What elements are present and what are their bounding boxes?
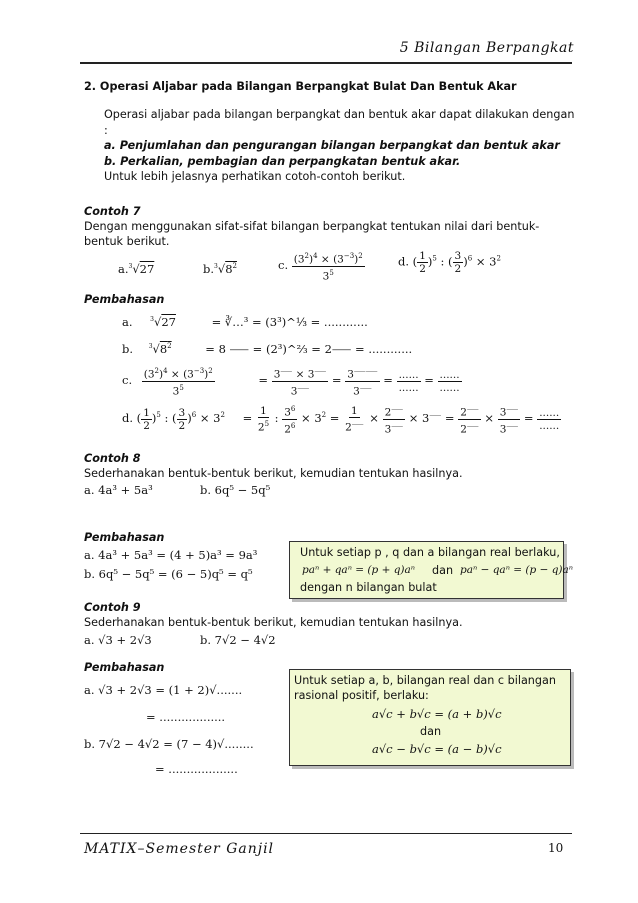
pembahasan9-b1: b. 7√2 − 4√2 = (7 − 4)√........ <box>84 737 254 751</box>
p7-c: c. $\frac{(3^2)^4 \times (3^{-3})^2}{3^5}$ = $\frac{3^⸺ \times 3^⸺}{3^⸺}$ = $\frac{3^{⸺⸺}}{3^⸺}$ = $\frac{......}{......}$ = $\frac{......}{......}$ <box>122 367 460 397</box>
contoh9-desc: Sederhanakan bentuk-bentuk berikut, kemudian tentukan hasilnya. <box>84 616 463 629</box>
p7-a-rhs: = ∛…³ = (3³)^⅓ = ............ <box>211 315 368 329</box>
contoh7-c-fraction: $\frac{(3^2)^4 \times (3^{-3})^2}{3^5}$ <box>293 252 363 282</box>
contoh7-a-expr: 27 <box>139 262 155 276</box>
p7-b-label: b. <box>122 342 134 356</box>
p7-c-rhs: = <box>258 373 272 387</box>
box2-line2: rasional positif, berlaku: <box>294 689 429 702</box>
pembahasan8-title: Pembahasan <box>84 531 165 544</box>
item-a: a. Penjumlahan dan pengurangan bilangan berpangkat dan bentuk akar <box>104 139 560 152</box>
box2-formula-add: a√c + b√c = (a + b)√c <box>372 707 502 721</box>
contoh7-d: d. ( $\frac{1}{2}$ )$^5$ : ( $\frac{3}{2}$ )$^6 \times 3^2$ <box>398 250 501 275</box>
box2-dan: dan <box>420 725 442 738</box>
pembahasan9-a2: = .................. <box>146 710 226 724</box>
contoh8-a: a. 4a³ + 5a³ <box>84 483 153 497</box>
header-rule <box>80 62 572 64</box>
p7-d-rhs: = <box>242 411 256 425</box>
section-note: Untuk lebih jelasnya perhatikan cotoh-contoh berikut. <box>104 170 406 183</box>
box2-line1: Untuk setiap a, b, bilangan real dan c bilangan <box>294 674 556 687</box>
pembahasan9-b2: = ................... <box>155 762 238 776</box>
contoh9-title: Contoh 9 <box>84 601 141 614</box>
box1-line1: Untuk setiap p , q dan a bilangan real berlaku, <box>300 546 560 559</box>
box1-formula-sub: paⁿ − qaⁿ = (p − q)aⁿ <box>460 564 574 576</box>
contoh7-c <box>278 250 365 282</box>
p7-d: d. ( $\frac{1}{2}$ )$^5$ : ( $\frac{3}{2}$ )$^6 \times 3^2$ = $\frac{1}{2^5}$ : $\frac{3^6}{2^6}$ × $3^2$ = $\frac{1}{2^⸺}$ × $\frac{2^⸺}{3^⸺}$ × 3⸺ = $\frac{2^⸺}{2^⸺}$ × $\frac{3^⸺}{3^⸺}$ = $\frac{......}{......}$ <box>122 404 560 435</box>
box2-formula-sub: a√c − b√c = (a − b)√c <box>372 742 502 756</box>
p7-b-rhs: = 8 ⸺ = (2³)^⅔ = 2⸺ = ............ <box>205 342 413 356</box>
contoh7-c-label: c. <box>278 258 289 272</box>
footer-rule <box>80 833 572 834</box>
page-number: 10 <box>548 841 564 855</box>
pembahasan8-b: b. 6q⁵ − 5q⁵ = (6 − 5)q⁵ = q⁵ <box>84 567 253 581</box>
item-b: b. Perkalian, pembagian dan perpangkatan bentuk akar. <box>104 155 461 168</box>
contoh8-desc: Sederhanakan bentuk-bentuk berikut, kemudian tentukan hasilnya. <box>84 467 463 480</box>
p7-a-label: a. <box>122 315 133 329</box>
intro-line-1: Operasi aljabar pada bilangan berpangkat dan bentuk akar dapat dilakukan dengan <box>104 108 575 121</box>
pembahasan7-title: Pembahasan <box>84 293 165 306</box>
contoh8-title: Contoh 8 <box>84 452 141 465</box>
p7-c-label: c. <box>122 373 133 387</box>
contoh7-b-expr: 8 <box>225 262 233 276</box>
contoh9-b: b. 7√2 − 4√2 <box>200 633 276 647</box>
intro-line-2: : <box>104 124 108 137</box>
contoh8-b: b. 6q⁵ − 5q⁵ <box>200 483 271 497</box>
rule-box-radical <box>289 669 571 766</box>
box1-line3: dengan n bilangan bulat <box>300 581 437 594</box>
pembahasan9-a1: a. √3 + 2√3 = (1 + 2)√....... <box>84 683 243 697</box>
footer-title: MATIX–Semester Ganjil <box>84 841 275 857</box>
p7-d-label: d. <box>122 411 134 425</box>
pembahasan8-a: a. 4a³ + 5a³ = (4 + 5)a³ = 9a³ <box>84 548 258 562</box>
contoh7-b: $b.^3√8^2$ <box>203 262 237 276</box>
p7-b: b. $^3√8^2 = 8$ ⸺ = (2³)^⅔ = 2⸺ = ............ <box>122 342 413 356</box>
contoh7-b-label: b. <box>203 262 215 276</box>
box1-formula-add: paⁿ + qaⁿ = (p + q)aⁿ <box>302 564 416 576</box>
rule-box-exponent <box>289 541 574 599</box>
contoh7-desc-2: bentuk berikut. <box>84 235 170 248</box>
p7-a: a. $^3$√27 = ∛…³ = (3³)^⅓ = ............ <box>122 315 368 329</box>
page-header-title: 5 Bilangan Berpangkat <box>399 40 574 56</box>
contoh7-a-label: a. <box>118 262 129 276</box>
contoh7-a: a.$^3$√27 <box>118 262 155 276</box>
contoh7-title: Contoh 7 <box>84 205 141 218</box>
box1-dan: dan <box>432 564 454 577</box>
pembahasan9-title: Pembahasan <box>84 661 165 674</box>
contoh7-d-label: d. <box>398 254 410 269</box>
contoh7-desc-1: Dengan menggunakan sifat-sifat bilangan berpangkat tentukan nilai dari bentuk- <box>84 220 540 233</box>
contoh9-a: a. √3 + 2√3 <box>84 633 152 647</box>
section-heading: 2. Operasi Aljabar pada Bilangan Berpangkat Bulat Dan Bentuk Akar <box>84 80 517 93</box>
